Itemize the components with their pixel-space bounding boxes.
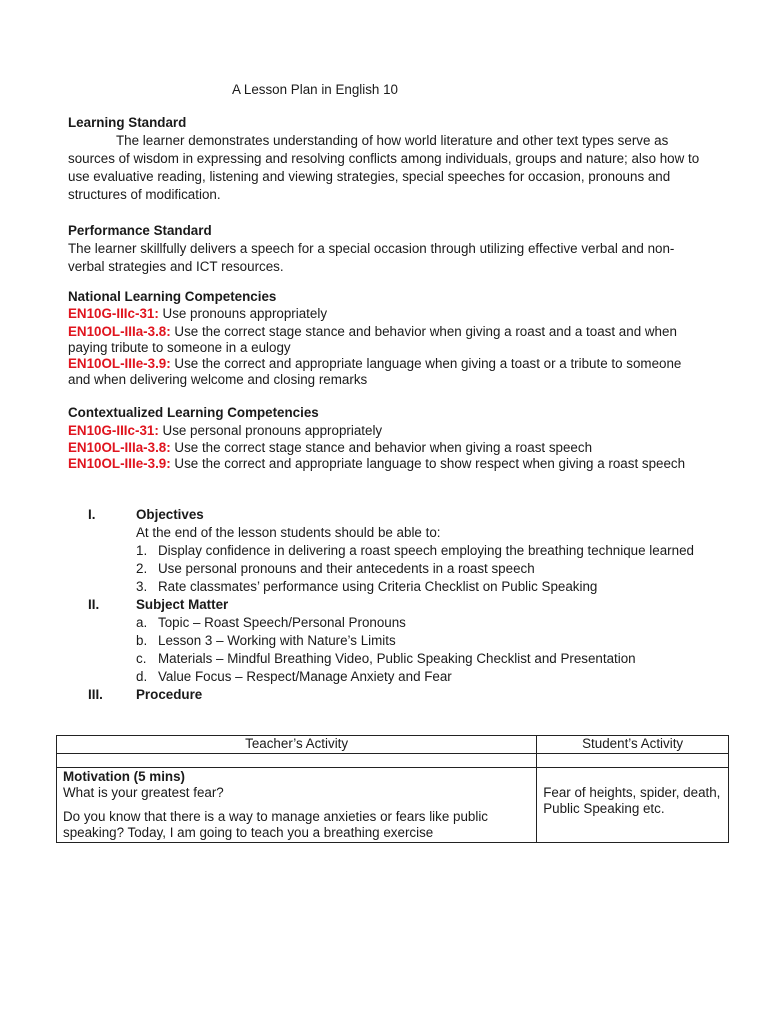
- page-title: A Lesson Plan in English 10: [231, 82, 398, 97]
- list-item: [68, 632, 700, 650]
- competency-text: Use the correct and appropriate language when giving a toast or a tribute to someone and when delivering welcome and closing remarks: [68, 356, 682, 387]
- list-marker: 1.: [136, 543, 148, 558]
- competency-code: EN10OL-IIIa-3.8:: [68, 324, 171, 339]
- learning-standard-body: The learner demonstrates understanding of how world literature and other text types serve as sources of wisdom in expressing and resolving conflicts among individuals, groups and nature; also how to use evaluative reading, listening and viewing strategies, special speeches for occasion, pronouns and structures of modification.: [68, 133, 700, 202]
- list-marker: c.: [136, 651, 147, 666]
- table-spacer-row: [57, 754, 729, 768]
- section-label: Subject Matter: [136, 597, 229, 612]
- lesson-outline: [68, 506, 700, 704]
- subject-matter-heading: [68, 596, 700, 614]
- competency-item: [68, 422, 700, 440]
- student-activity-cell: [537, 768, 729, 843]
- contextualized-competencies-section: [68, 404, 700, 472]
- performance-standard-heading: Performance Standard: [68, 223, 212, 238]
- competency-item: [68, 324, 700, 356]
- learning-standard-heading: Learning Standard: [68, 115, 187, 130]
- competency-code: EN10OL-IIIa-3.8:: [68, 440, 171, 455]
- competency-item: [68, 306, 700, 322]
- list-item: [68, 668, 700, 686]
- competency-text: Use the correct stage stance and behavior when giving a roast speech: [170, 440, 593, 455]
- list-text: Materials – Mindful Breathing Video, Public Speaking Checklist and Presentation: [158, 651, 636, 666]
- list-item: [68, 614, 700, 632]
- performance-standard-body: The learner skillfully delivers a speech for a special occasion through utilizing effective verbal and non-verbal strategies and ICT resources.: [68, 241, 675, 274]
- objectives-heading: [68, 506, 700, 524]
- competency-text: Use the correct and appropriate language to show respect when giving a roast speech: [170, 456, 686, 471]
- competency-code: EN10G-IIIc-31:: [68, 423, 159, 438]
- list-marker: a.: [136, 615, 148, 630]
- section-numeral: III.: [88, 687, 103, 702]
- section-label: Procedure: [136, 687, 203, 702]
- list-text: Lesson 3 – Working with Nature’s Limits: [158, 633, 396, 648]
- competency-code: EN10G-IIIc-31:: [68, 306, 159, 321]
- teacher-question: What is your greatest fear?: [63, 785, 224, 800]
- competency-item: [68, 356, 700, 388]
- objectives-intro: At the end of the lesson students should be able to:: [136, 525, 441, 540]
- student-answer: Fear of heights, spider, death, Public Speaking etc.: [543, 785, 721, 816]
- list-marker: d.: [136, 669, 148, 684]
- national-competencies-section: [68, 288, 700, 388]
- list-item: [68, 560, 700, 578]
- section-label: Objectives: [136, 507, 204, 522]
- competency-text: Use pronouns appropriately: [158, 306, 328, 321]
- competency-code: EN10OL-IIIe-3.9:: [68, 456, 171, 471]
- list-text: Topic – Roast Speech/Personal Pronouns: [158, 615, 406, 630]
- competency-code: EN10OL-IIIe-3.9:: [68, 356, 171, 371]
- table-spacer-cell: [57, 754, 537, 768]
- list-item: [68, 650, 700, 668]
- table-row: [57, 768, 729, 843]
- table-spacer-cell: [537, 754, 729, 768]
- list-marker: 2.: [136, 561, 148, 576]
- list-item: [68, 542, 700, 560]
- national-competencies-heading: National Learning Competencies: [68, 289, 277, 304]
- procedure-table: [56, 735, 729, 843]
- procedure-heading: [68, 686, 700, 704]
- section-numeral: I.: [88, 507, 96, 522]
- list-marker: b.: [136, 633, 148, 648]
- list-text: Display confidence in delivering a roast speech employing the breathing technique learned: [158, 543, 694, 558]
- competency-text: Use the correct stage stance and behavior when giving a roast and a toast and when paying tribute to someone in a eulogy: [68, 324, 677, 355]
- competency-item: [68, 456, 700, 472]
- competency-item: [68, 440, 700, 456]
- list-marker: 3.: [136, 579, 148, 594]
- teacher-prompt: Do you know that there is a way to manage anxieties or fears like public speaking? Today, I am going to teach you a breathing exercise: [63, 809, 489, 840]
- motivation-title: Motivation (5 mins): [63, 769, 186, 784]
- table-header-row: [57, 736, 729, 754]
- section-numeral: II.: [88, 597, 100, 612]
- list-text: Rate classmates’ performance using Criteria Checklist on Public Speaking: [158, 579, 598, 594]
- teacher-activity-cell: [57, 768, 537, 843]
- performance-standard-section: [68, 222, 700, 276]
- list-item: [68, 578, 700, 596]
- competency-text: Use personal pronouns appropriately: [158, 423, 383, 438]
- teacher-activity-header: Teacher’s Activity: [57, 736, 537, 754]
- list-text: Use personal pronouns and their antecedents in a roast speech: [158, 561, 535, 576]
- contextualized-competencies-heading: Contextualized Learning Competencies: [68, 405, 319, 420]
- student-activity-header: Student’s Activity: [537, 736, 729, 754]
- learning-standard-section: [68, 114, 700, 204]
- list-text: Value Focus – Respect/Manage Anxiety and Fear: [158, 669, 452, 684]
